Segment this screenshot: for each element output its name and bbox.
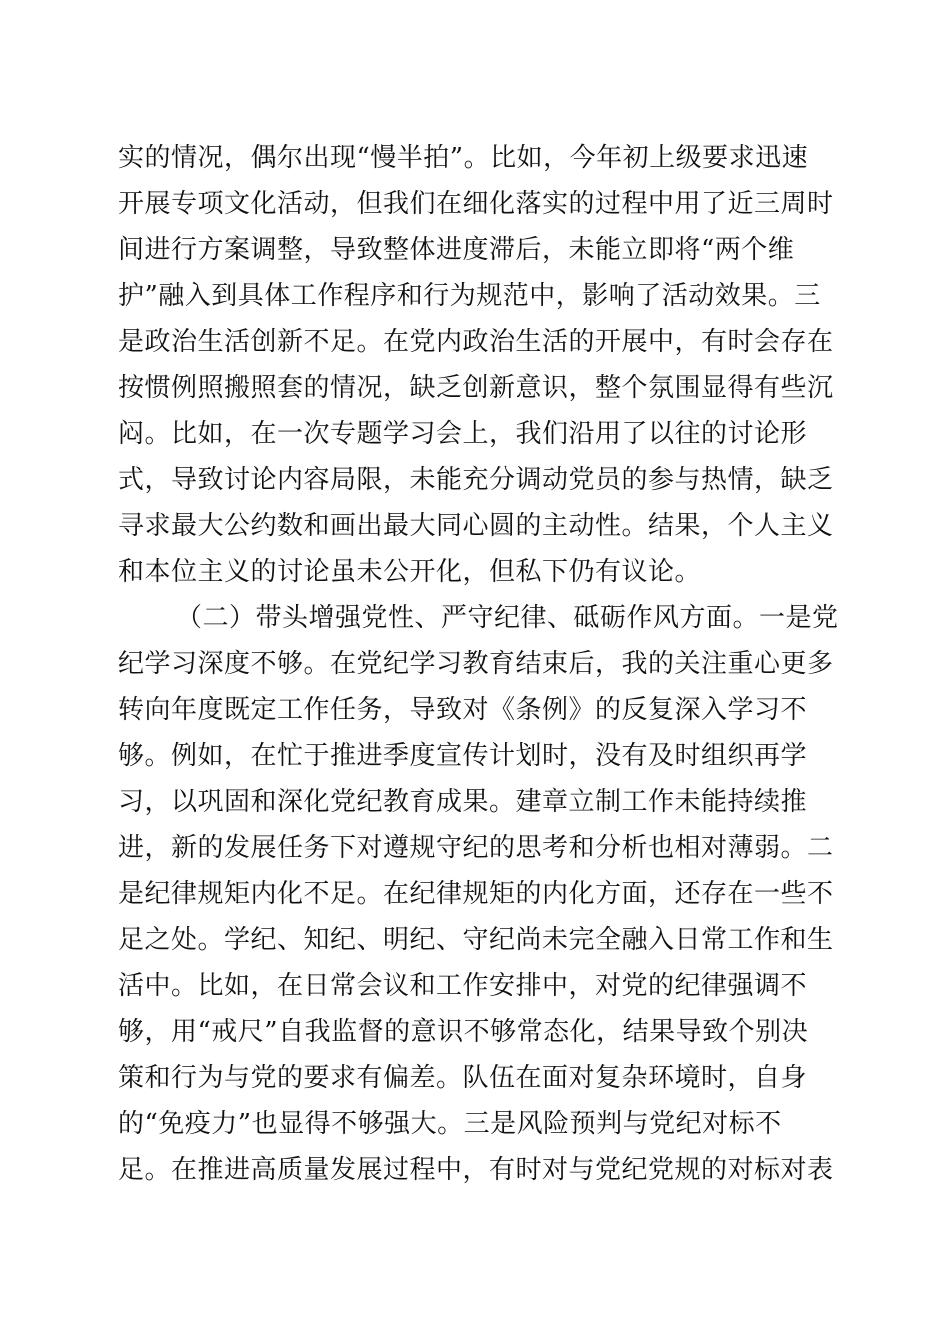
text-line: 间进行方案调整，导致整体进度滞后，未能立即将“两个维 [118, 235, 795, 265]
text-line: 开展专项文化活动，但我们在细化落实的过程中用了近三周时 [118, 189, 834, 219]
text-line: 寻求最大公约数和画出最大同心圆的主动性。结果，个人主义 [118, 511, 834, 541]
text-line: 式，导致讨论内容局限，未能充分调动党员的参与热情，缺乏 [118, 465, 834, 495]
text-line: 够，用“戒尺”自我监督的意识不够常态化，结果导致个别决 [118, 1017, 809, 1047]
text-line: 护”融入到具体工作程序和行为规范中，影响了活动效果。三 [118, 281, 821, 311]
text-line: 够。例如，在忙于推进季度宣传计划时，没有及时组织再学 [118, 741, 808, 771]
text-line: 和本位主义的讨论虽未公开化，但私下仍有议论。 [118, 557, 702, 587]
text-line: 是纪律规矩内化不足。在纪律规矩的内化方面，还存在一些不 [118, 879, 834, 909]
text-line: 足之处。学纪、知纪、明纪、守纪尚未完全融入日常工作和生 [118, 925, 834, 955]
text-line: 是政治生活创新不足。在党内政治生活的开展中，有时会存在 [118, 327, 834, 357]
text-line: 的“免疫力”也显得不够强大。三是风险预判与党纪对标不 [118, 1109, 782, 1139]
section-heading-line: （二）带头增强党性、严守纪律、砥砺作风方面。一是党 [176, 603, 839, 633]
text-line: 按惯例照搬照套的情况，缺乏创新意识，整个氛围显得有些沉 [118, 373, 834, 403]
text-line: 习，以巩固和深化党纪教育成果。建章立制工作未能持续推 [118, 787, 808, 817]
text-line: 实的情况，偶尔出现“慢半拍”。比如，今年初上级要求迅速 [118, 143, 809, 173]
text-line: 转向年度既定工作任务，导致对《条例》的反复深入学习不 [118, 695, 808, 725]
body-text [118, 135, 839, 1193]
text-line: 闷。比如，在一次专题学习会上，我们沿用了以往的讨论形 [118, 419, 808, 449]
text-line: 纪学习深度不够。在党纪学习教育结束后，我的关注重心更多 [118, 649, 834, 679]
text-line: 策和行为与党的要求有偏差。队伍在面对复杂环境时，自身 [118, 1063, 808, 1093]
text-line: 活中。比如，在日常会议和工作安排中，对党的纪律强调不 [118, 971, 808, 1001]
text-line: 进，新的发展任务下对遵规守纪的思考和分析也相对薄弱。二 [118, 833, 834, 863]
text-line: 足。在推进高质量发展过程中，有时对与党纪党规的对标对表 [118, 1155, 834, 1185]
